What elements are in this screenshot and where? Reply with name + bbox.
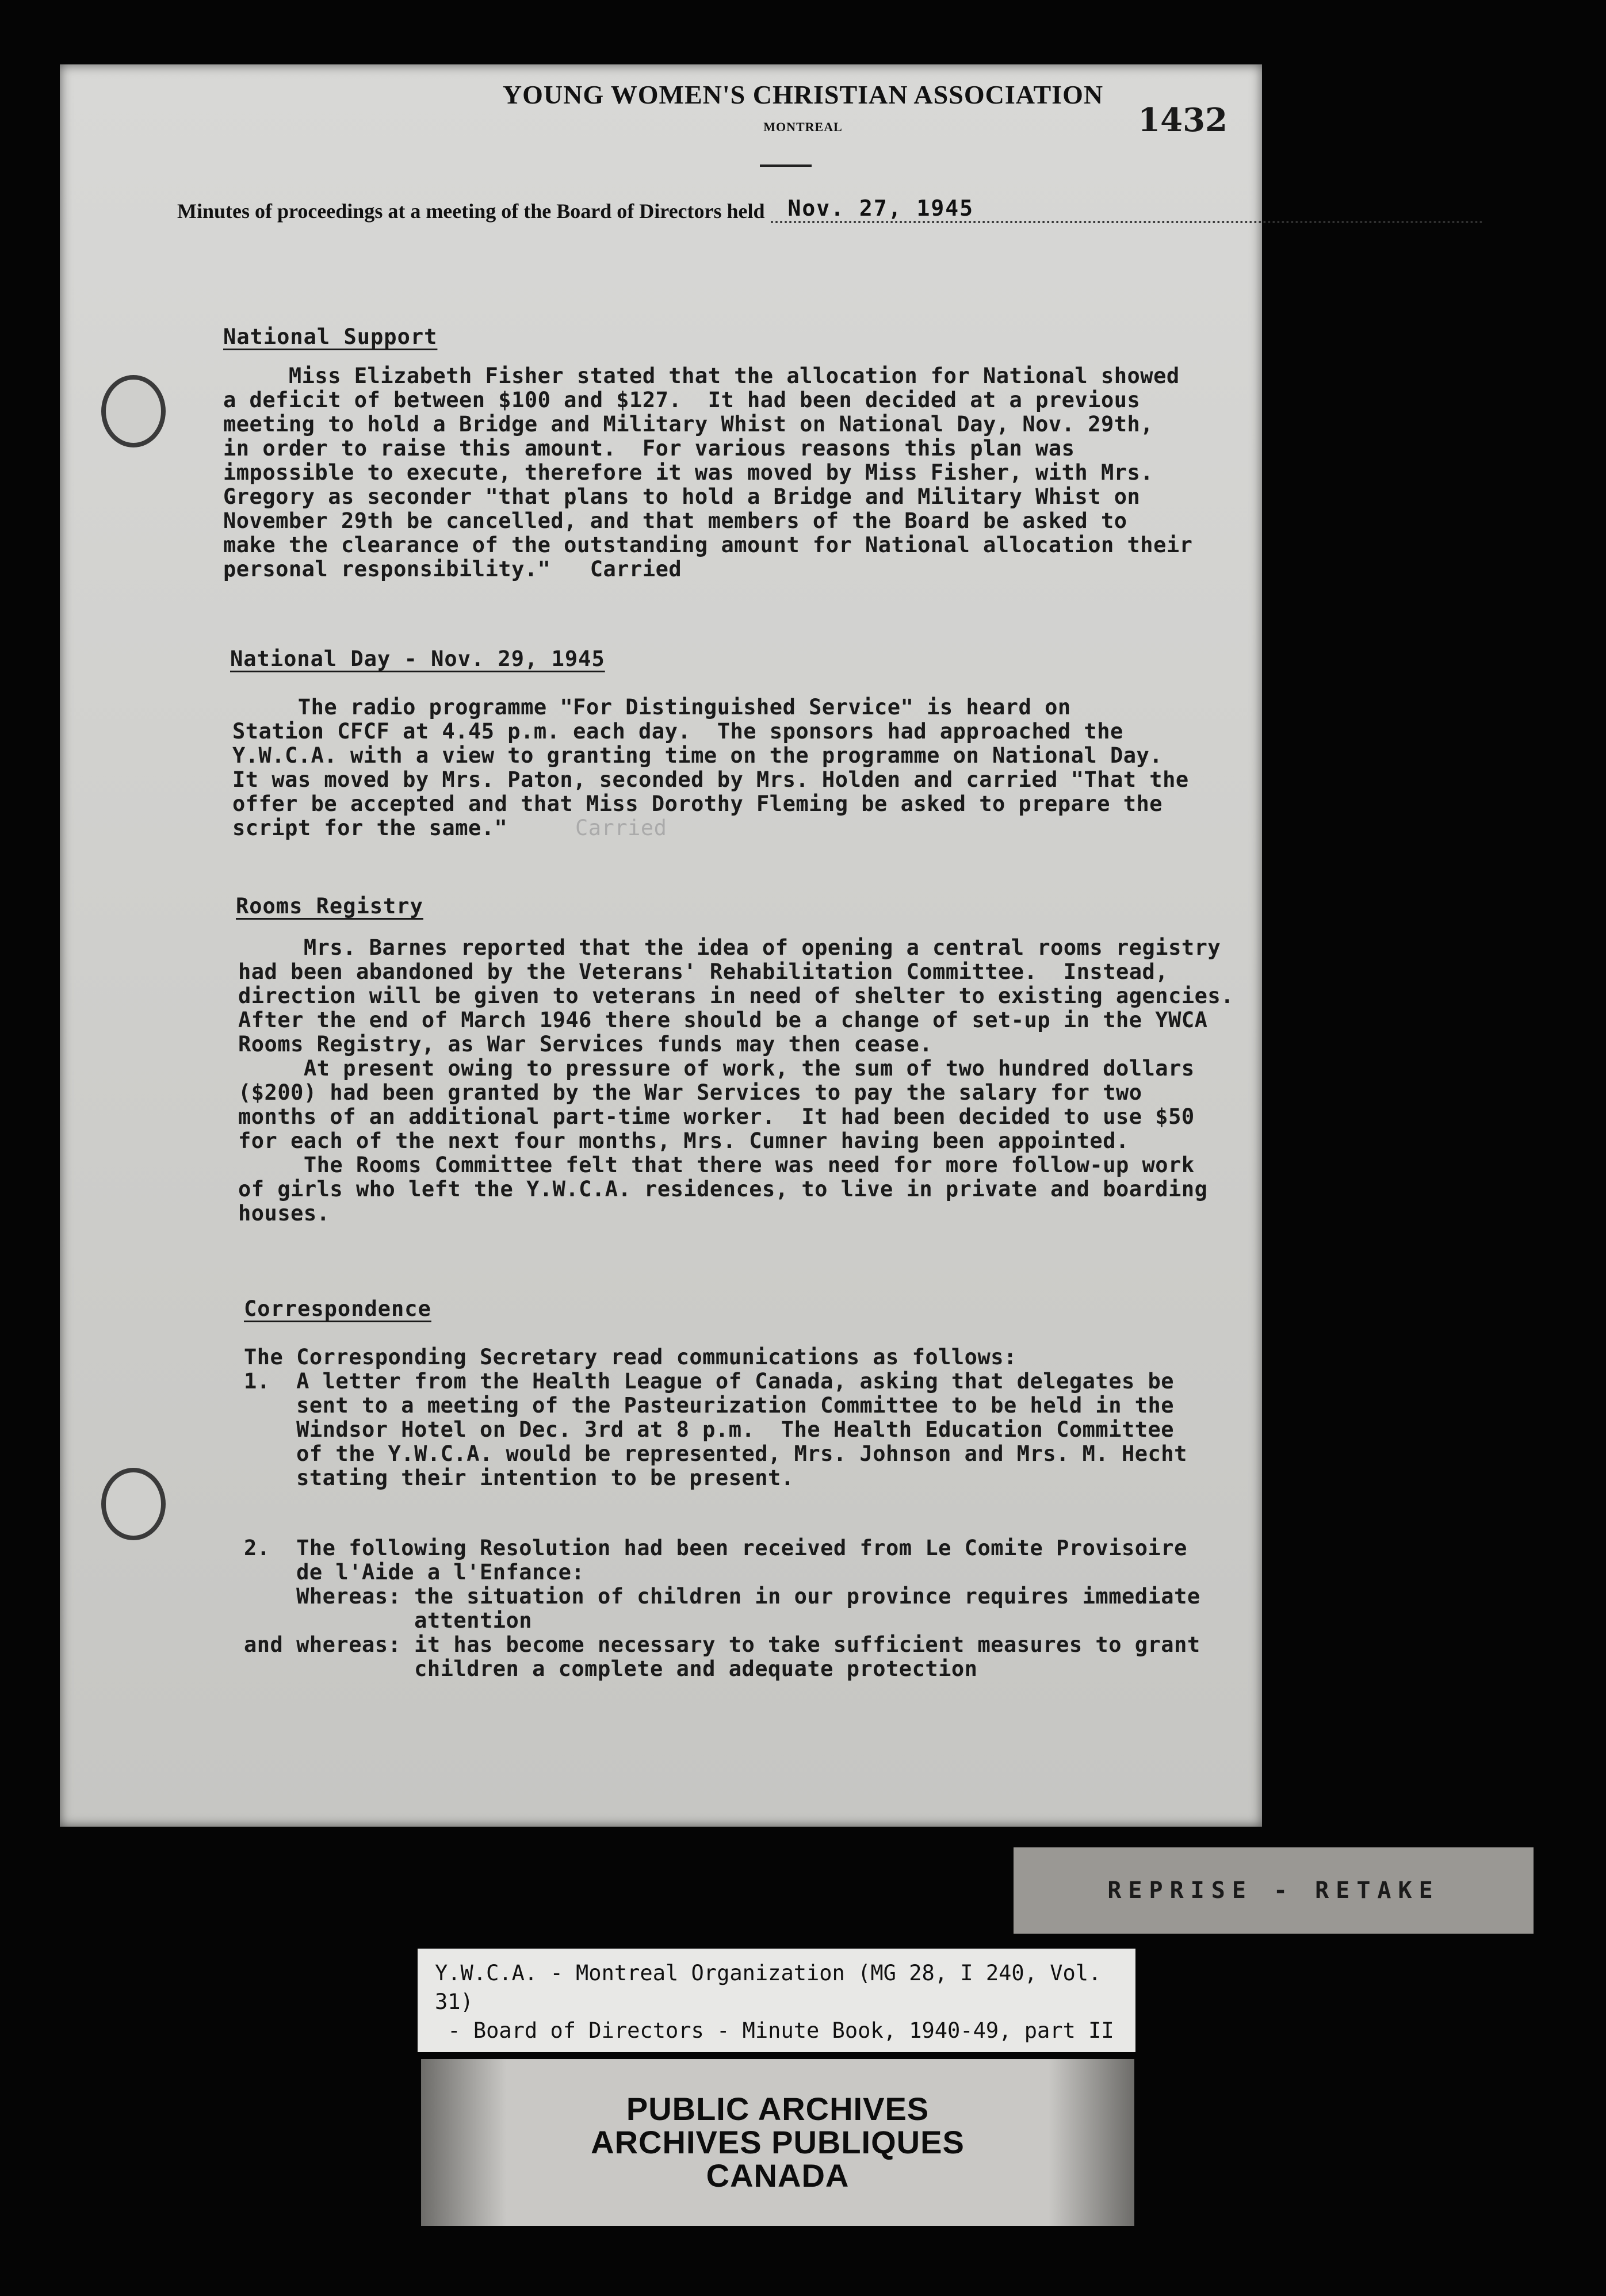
text-line: Gregory as seconder "that plans to hold a Bridge and Military Whist on: [223, 484, 1141, 509]
text-line: make the clearance of the outstanding amount for National allocation their: [223, 533, 1193, 557]
archives-stamp: [421, 2059, 1134, 2226]
text-line: At present owing to pressure of work, the sum of two hundred dollars: [238, 1056, 1195, 1081]
archives-line: CANADA: [706, 2157, 850, 2194]
text-line: a deficit of between $100 and $127. It had been decided at a previous: [223, 388, 1141, 412]
text-line: of girls who left the Y.W.C.A. residences, to live in private and boarding: [238, 1177, 1208, 1201]
text-line: houses.: [238, 1201, 330, 1226]
text-line: Rooms Registry, as War Services funds may then cease.: [238, 1032, 933, 1057]
text-line: direction will be given to veterans in need of shelter to existing agencies.: [238, 984, 1234, 1008]
section-heading-national-support: National Support: [223, 324, 438, 349]
organization-title: YOUNG WOMEN'S CHRISTIAN ASSOCIATION: [502, 80, 1104, 109]
text-line: stating their intention to be present.: [244, 1465, 794, 1490]
text-line: for each of the next four months, Mrs. Cumner having been appointed.: [238, 1128, 1129, 1153]
text-line: It was moved by Mrs. Paton, seconded by Mrs. Holden and carried "That the: [232, 767, 1189, 792]
meeting-date: Nov. 27, 1945: [771, 196, 1483, 223]
text-line: months of an additional part-time worker. It had been decided to use $50: [238, 1104, 1195, 1129]
text-line: After the end of March 1946 there should be a change of set-up in the YWCA: [238, 1008, 1208, 1032]
section-heading-correspondence: Correspondence: [244, 1296, 431, 1321]
archives-line: PUBLIC ARCHIVES: [626, 2091, 930, 2127]
text-line: sent to a meeting of the Pasteurization Committee to be held in the: [244, 1393, 1175, 1418]
organization-city: MONTREAL: [763, 120, 843, 134]
text-line: Station CFCF at 4.45 p.m. each day. The sponsors had approached the: [232, 719, 1123, 744]
text-line: November 29th be cancelled, and that members of the Board be asked to: [223, 508, 1127, 533]
text-line: ($200) had been granted by the War Services to pay the salary for two: [238, 1080, 1142, 1105]
text-line: The Rooms Committee felt that there was need for more follow-up work: [238, 1153, 1195, 1177]
text-line: Y.W.C.A. with a view to granting time on the programme on National Day.: [232, 743, 1163, 768]
minutes-label: Minutes of proceedings at a meeting of the Board of Directors held: [177, 200, 765, 223]
text-line: Miss Elizabeth Fisher stated that the allocation for National showed: [223, 363, 1180, 388]
text-line: Mrs. Barnes reported that the idea of opening a central rooms registry: [238, 935, 1221, 960]
text-line: 1. A letter from the Health League of Canada, asking that delegates be: [244, 1369, 1175, 1394]
faint-carried-note: Carried: [575, 816, 667, 840]
text-line: meeting to hold a Bridge and Military Whist on National Day, Nov. 29th,: [223, 412, 1154, 437]
reference-line: - Board of Directors - Minute Book, 1940-49, part II: [435, 2018, 1114, 2043]
text-line: children a complete and adequate protection: [244, 1656, 978, 1681]
text-line: and whereas: it has become necessary to take sufficient measures to grant: [244, 1632, 1200, 1657]
section-heading-national-day: National Day - Nov. 29, 1945: [230, 646, 605, 671]
text-line: The radio programme "For Distinguished Service" is heard on: [232, 695, 1071, 720]
archive-reference-card: [418, 1949, 1135, 2052]
text-line: script for the same.": [232, 816, 508, 840]
retake-label: REPRISE - RETAKE: [1014, 1847, 1534, 1934]
text-line: had been abandoned by the Veterans' Rehabilitation Committee. Instead,: [238, 959, 1169, 984]
text-line: 2. The following Resolution had been received from Le Comite Provisoire: [244, 1536, 1187, 1560]
text-line: Windsor Hotel on Dec. 3rd at 8 p.m. The Health Education Committee: [244, 1417, 1175, 1442]
text-line: in order to raise this amount. For various reasons this plan was: [223, 436, 1075, 461]
text-line: of the Y.W.C.A. would be represented, Mrs. Johnson and Mrs. M. Hecht: [244, 1441, 1187, 1466]
reference-line: Y.W.C.A. - Montreal Organization (MG 28, I 240, Vol. 31): [435, 1961, 1102, 2014]
text-line: offer be accepted and that Miss Dorothy Fleming be asked to prepare the: [232, 791, 1163, 816]
text-line: Whereas: the situation of children in our province requires immediate: [244, 1584, 1200, 1609]
text-line: attention: [244, 1608, 533, 1633]
text-line: de l'Aide a l'Enfance:: [244, 1560, 585, 1585]
page-number: 1432: [1138, 101, 1228, 139]
text-line: impossible to execute, therefore it was moved by Miss Fisher, with Mrs.: [223, 460, 1154, 485]
archives-line: ARCHIVES PUBLIQUES: [591, 2124, 965, 2160]
section-heading-rooms-registry: Rooms Registry: [236, 894, 423, 919]
text-line: The Corresponding Secretary read communications as follows:: [244, 1345, 1017, 1369]
text-line: personal responsibility." Carried: [223, 557, 682, 581]
